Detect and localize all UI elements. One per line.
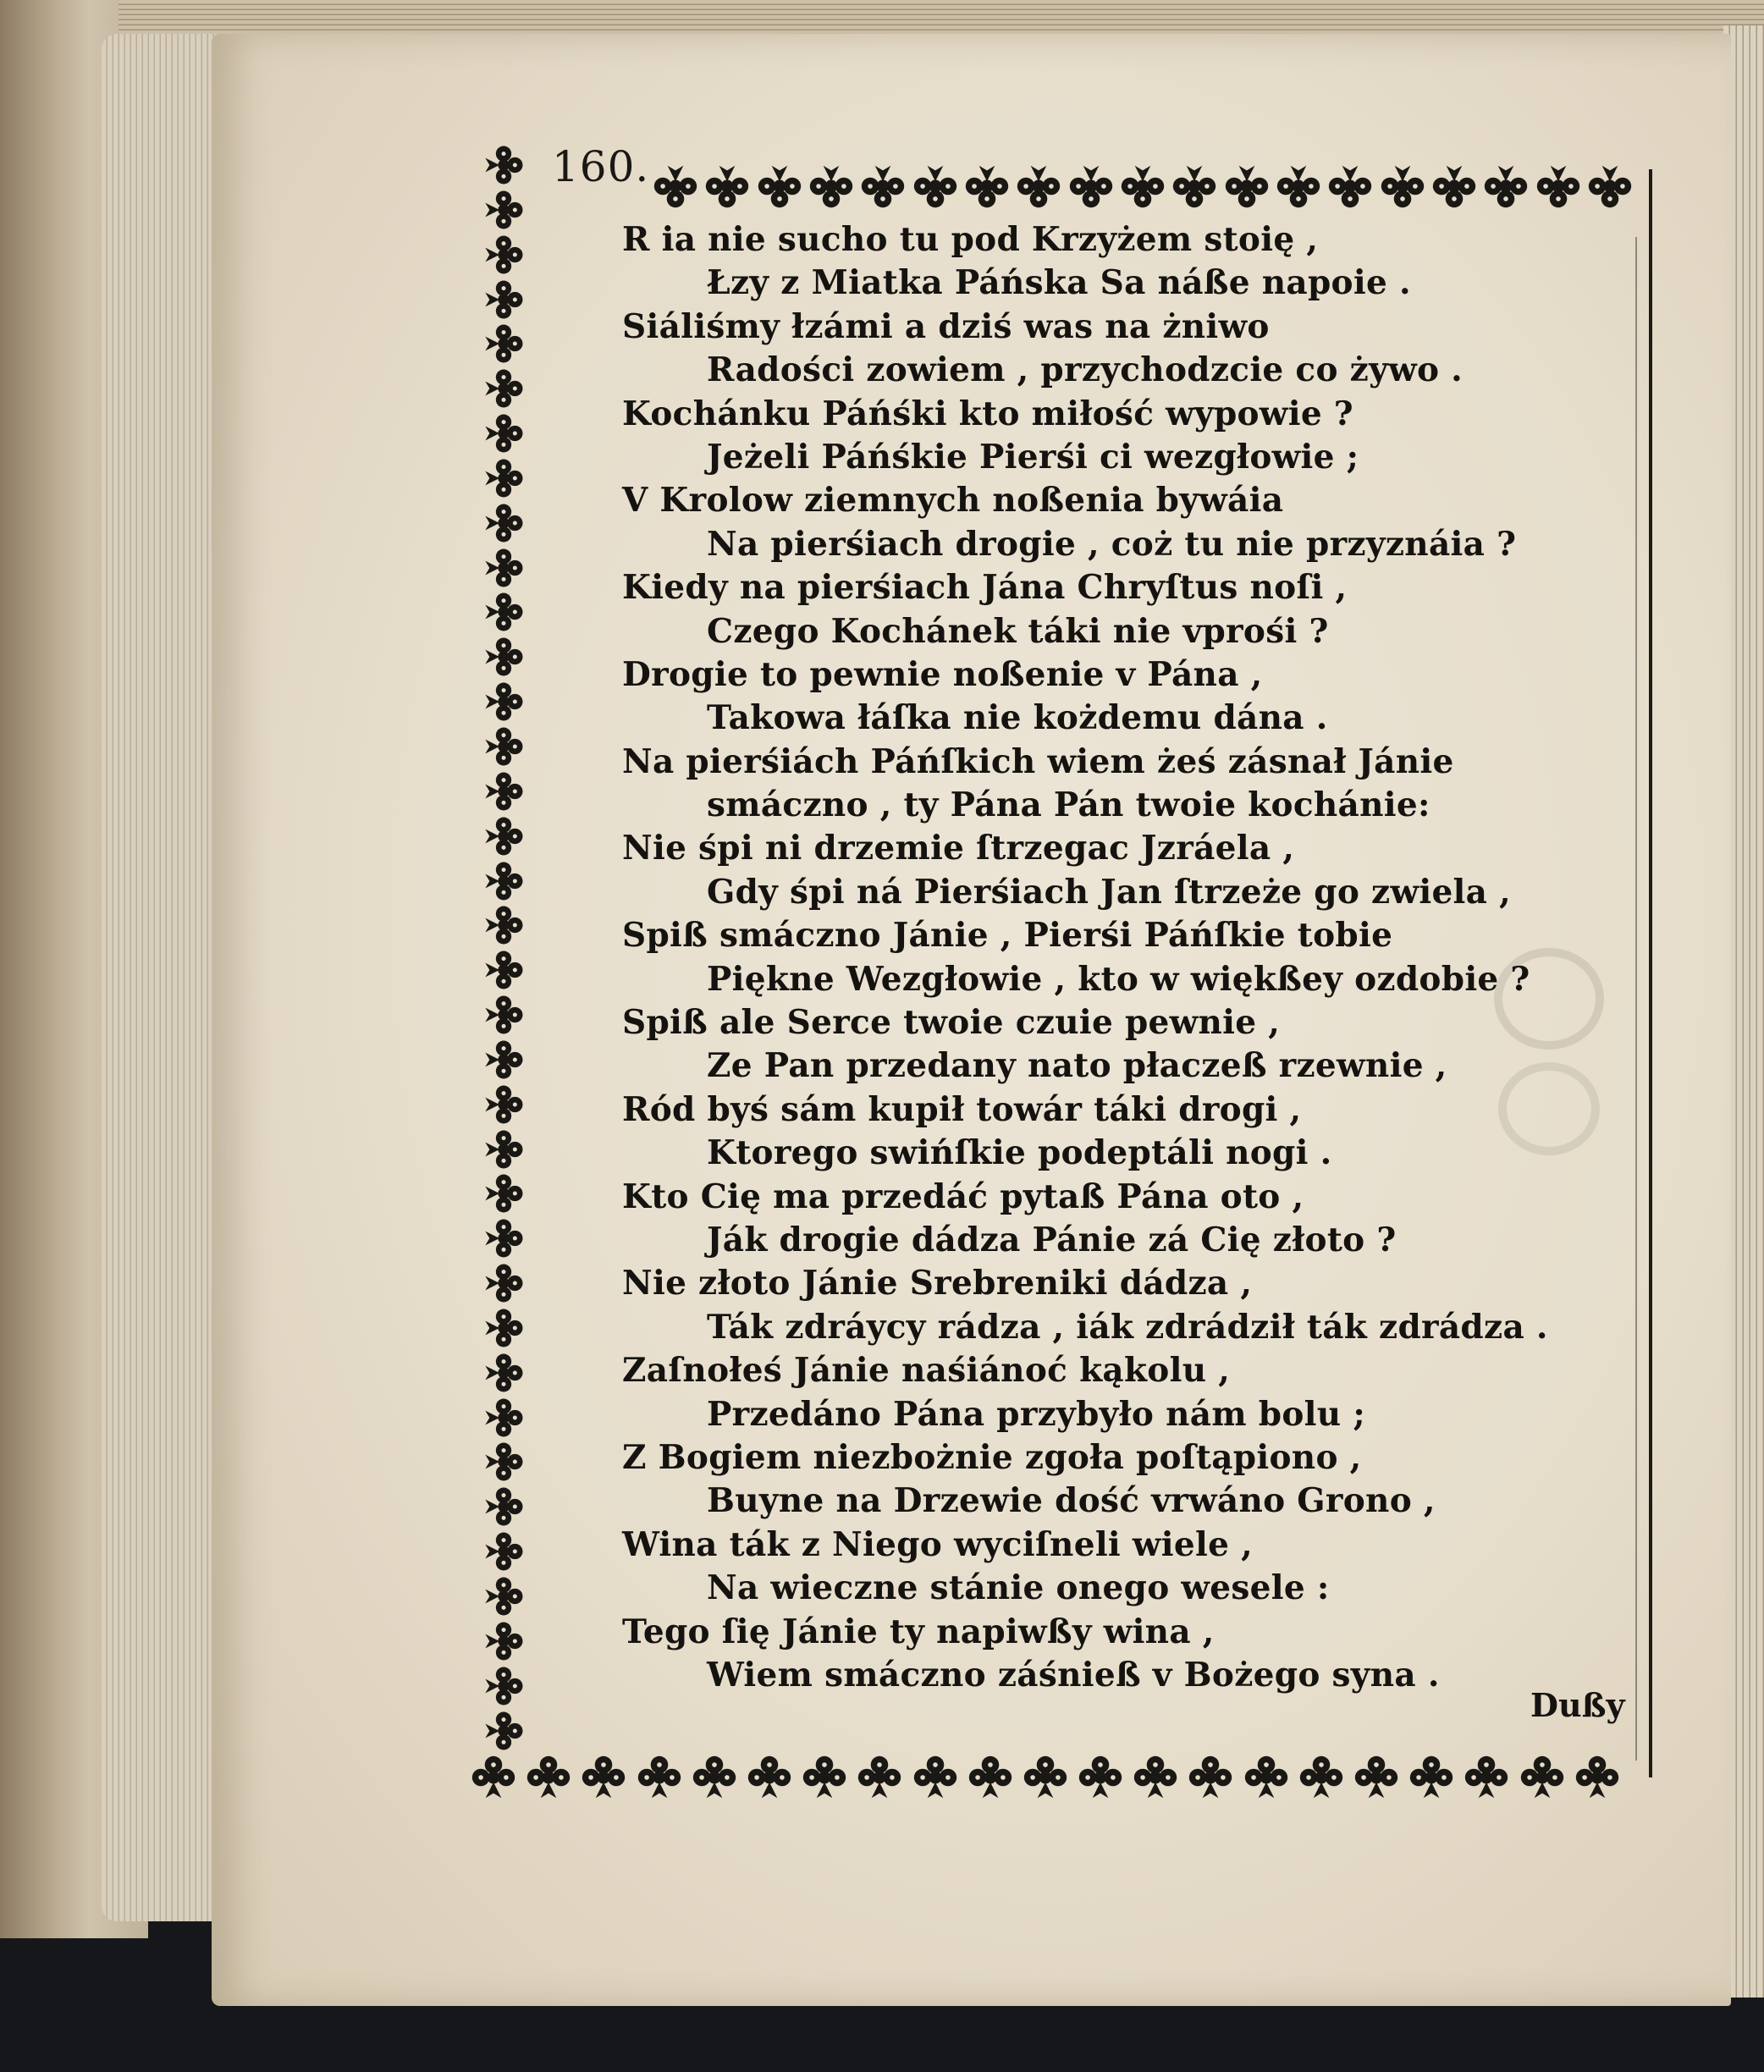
poem-line: Łzy z Miatka Páńska Sa náße napoie . [707, 263, 1411, 303]
fleuron-icon [1022, 1754, 1069, 1801]
poem-line: Tego ſię Jánie ty napiwßy wina , [622, 1612, 1215, 1651]
fleuron-icon [1243, 1754, 1290, 1801]
poem-line: Ják drogie dádza Pánie zá Cię złoto ? [707, 1220, 1397, 1259]
fleuron-icon [1535, 163, 1582, 210]
fleuron-icon [912, 163, 959, 210]
fleuron-icon [1574, 1754, 1621, 1801]
poem-line: Wina ták z Niego wyciſneli wiele , [622, 1524, 1254, 1564]
fleuron-icon [652, 163, 699, 210]
poem-line: Drogie to pewnie noßenie v Pána , [622, 654, 1263, 694]
fleuron-icon [703, 163, 751, 210]
poem-line: Nie śpi ni drzemie ſtrzegac Jzráela , [622, 829, 1295, 868]
frame-bottom-border [470, 1744, 1621, 1811]
poem-line: Na wieczne stánie onego wesele : [707, 1568, 1330, 1608]
fleuron-icon [1132, 1754, 1179, 1801]
poem-text [622, 218, 1638, 1697]
fleuron-icon [1187, 1754, 1234, 1801]
fleuron-icon [1379, 163, 1426, 210]
poem-line: Siáliśmy łzámi a dziś was na żniwo [622, 306, 1270, 346]
fleuron-icon [963, 163, 1011, 210]
fleuron-icon [1586, 163, 1634, 210]
fleuron-icon [1482, 163, 1530, 210]
poem-line: Ze Pan przedany nato płaczeß rzewnie , [707, 1046, 1447, 1086]
poem-line: Z Bogiem niezbożnie zgoła poſtąpiono , [622, 1437, 1362, 1477]
poem-line: Spiß smáczno Jánie , Pierśi Páńſkie tobie [622, 916, 1393, 956]
poem-line: Spiß ale Serce twoie czuie pewnie , [622, 1003, 1281, 1043]
poem-line: Piękne Wezgłowie , kto w więkßey ozdobie ? [707, 959, 1530, 999]
fleuron-icon [636, 1754, 683, 1801]
fleuron-icon [1275, 163, 1322, 210]
fleuron-icon [1463, 1754, 1510, 1801]
poem-line: V Krolow ziemnych noßenia bywáia [622, 481, 1284, 521]
fleuron-icon [1171, 163, 1218, 210]
frame-right-rule [1649, 169, 1652, 1777]
fleuron-icon [856, 1754, 903, 1801]
fleuron-icon [1326, 163, 1374, 210]
poem-line: Wiem smáczno záśnieß v Bożego syna . [707, 1655, 1440, 1695]
poem-line: Takowa łáſka nie kożdemu dána . [707, 698, 1328, 738]
page-number: 160. [552, 142, 650, 191]
poem-line: Nie złoto Jánie Srebreniki dádza , [622, 1264, 1253, 1303]
poem-line: Ród byś sám kupił towár táki drogi , [622, 1089, 1302, 1129]
fleuron-icon [1519, 1754, 1566, 1801]
fleuron-icon [1067, 163, 1115, 210]
poem-line: Buyne na Drzewie dość vrwáno Grono , [707, 1481, 1436, 1521]
fleuron-icon [967, 1754, 1014, 1801]
fleuron-icon [756, 163, 803, 210]
poem-line: Na pierśiach drogie , coż tu nie przyznáia ? [707, 524, 1517, 564]
fleuron-icon [1223, 163, 1271, 210]
page-stack-left [102, 34, 220, 1921]
poem-line: Kto Cię ma przedáć pytaß Pána oto , [622, 1177, 1304, 1216]
fleuron-icon [1298, 1754, 1345, 1801]
frame-top-border [652, 157, 1634, 216]
poem-line: R ia nie sucho tu pod Krzyżem stoię , [622, 220, 1319, 259]
poem-line: Ktorego swińſkie podeptáli nogi . [707, 1133, 1332, 1173]
fleuron-icon [859, 163, 907, 210]
frame-left-border [470, 144, 537, 1752]
fleuron-icon [1119, 163, 1166, 210]
fleuron-icon [801, 1754, 848, 1801]
fleuron-icon [1015, 163, 1062, 210]
fleuron-icon [1353, 1754, 1400, 1801]
fleuron-icon [746, 1754, 793, 1801]
fleuron-icon [1408, 1754, 1455, 1801]
poem-line: Gdy śpi ná Pierśiach Jan ſtrzeże go zwiela , [707, 872, 1511, 912]
fleuron-icon [580, 1754, 627, 1801]
fleuron-icon [470, 1754, 517, 1801]
poem-line: Przedáno Pána przybyło nám bolu ; [707, 1394, 1366, 1434]
fleuron-icon [912, 1754, 959, 1801]
fleuron-icon [1077, 1754, 1124, 1801]
poem-line: Na pierśiách Páńſkich wiem żeś zásnał Jánie [622, 741, 1454, 781]
poem-line: Zaſnołeś Jánie naśiánoć kąkolu , [622, 1351, 1231, 1391]
poem-line: Kochánku Páńśki kto miłość wypowie ? [622, 394, 1353, 433]
poem-line: Ták zdráycy rádza , iák zdrádził ták zdrádza . [707, 1307, 1548, 1347]
poem-line: Kiedy na pierśiach Jána Chryſtus noſi , [622, 568, 1348, 608]
catchword: Dußy [1530, 1686, 1625, 1724]
poem-line: Radości zowiem , przychodzcie co żywo . [707, 350, 1464, 390]
fleuron-icon [808, 163, 855, 210]
poem-line: smáczno , ty Pána Pán twoie kochánie: [707, 785, 1430, 825]
poem-line: Jeżeli Páńśkie Pierśi ci wezgłowie ; [707, 437, 1359, 477]
fleuron-icon [691, 1754, 738, 1801]
fleuron-icon [1430, 163, 1478, 210]
poem-line: Czego Kochánek táki nie vprośi ? [707, 611, 1329, 651]
fleuron-icon [525, 1754, 572, 1801]
